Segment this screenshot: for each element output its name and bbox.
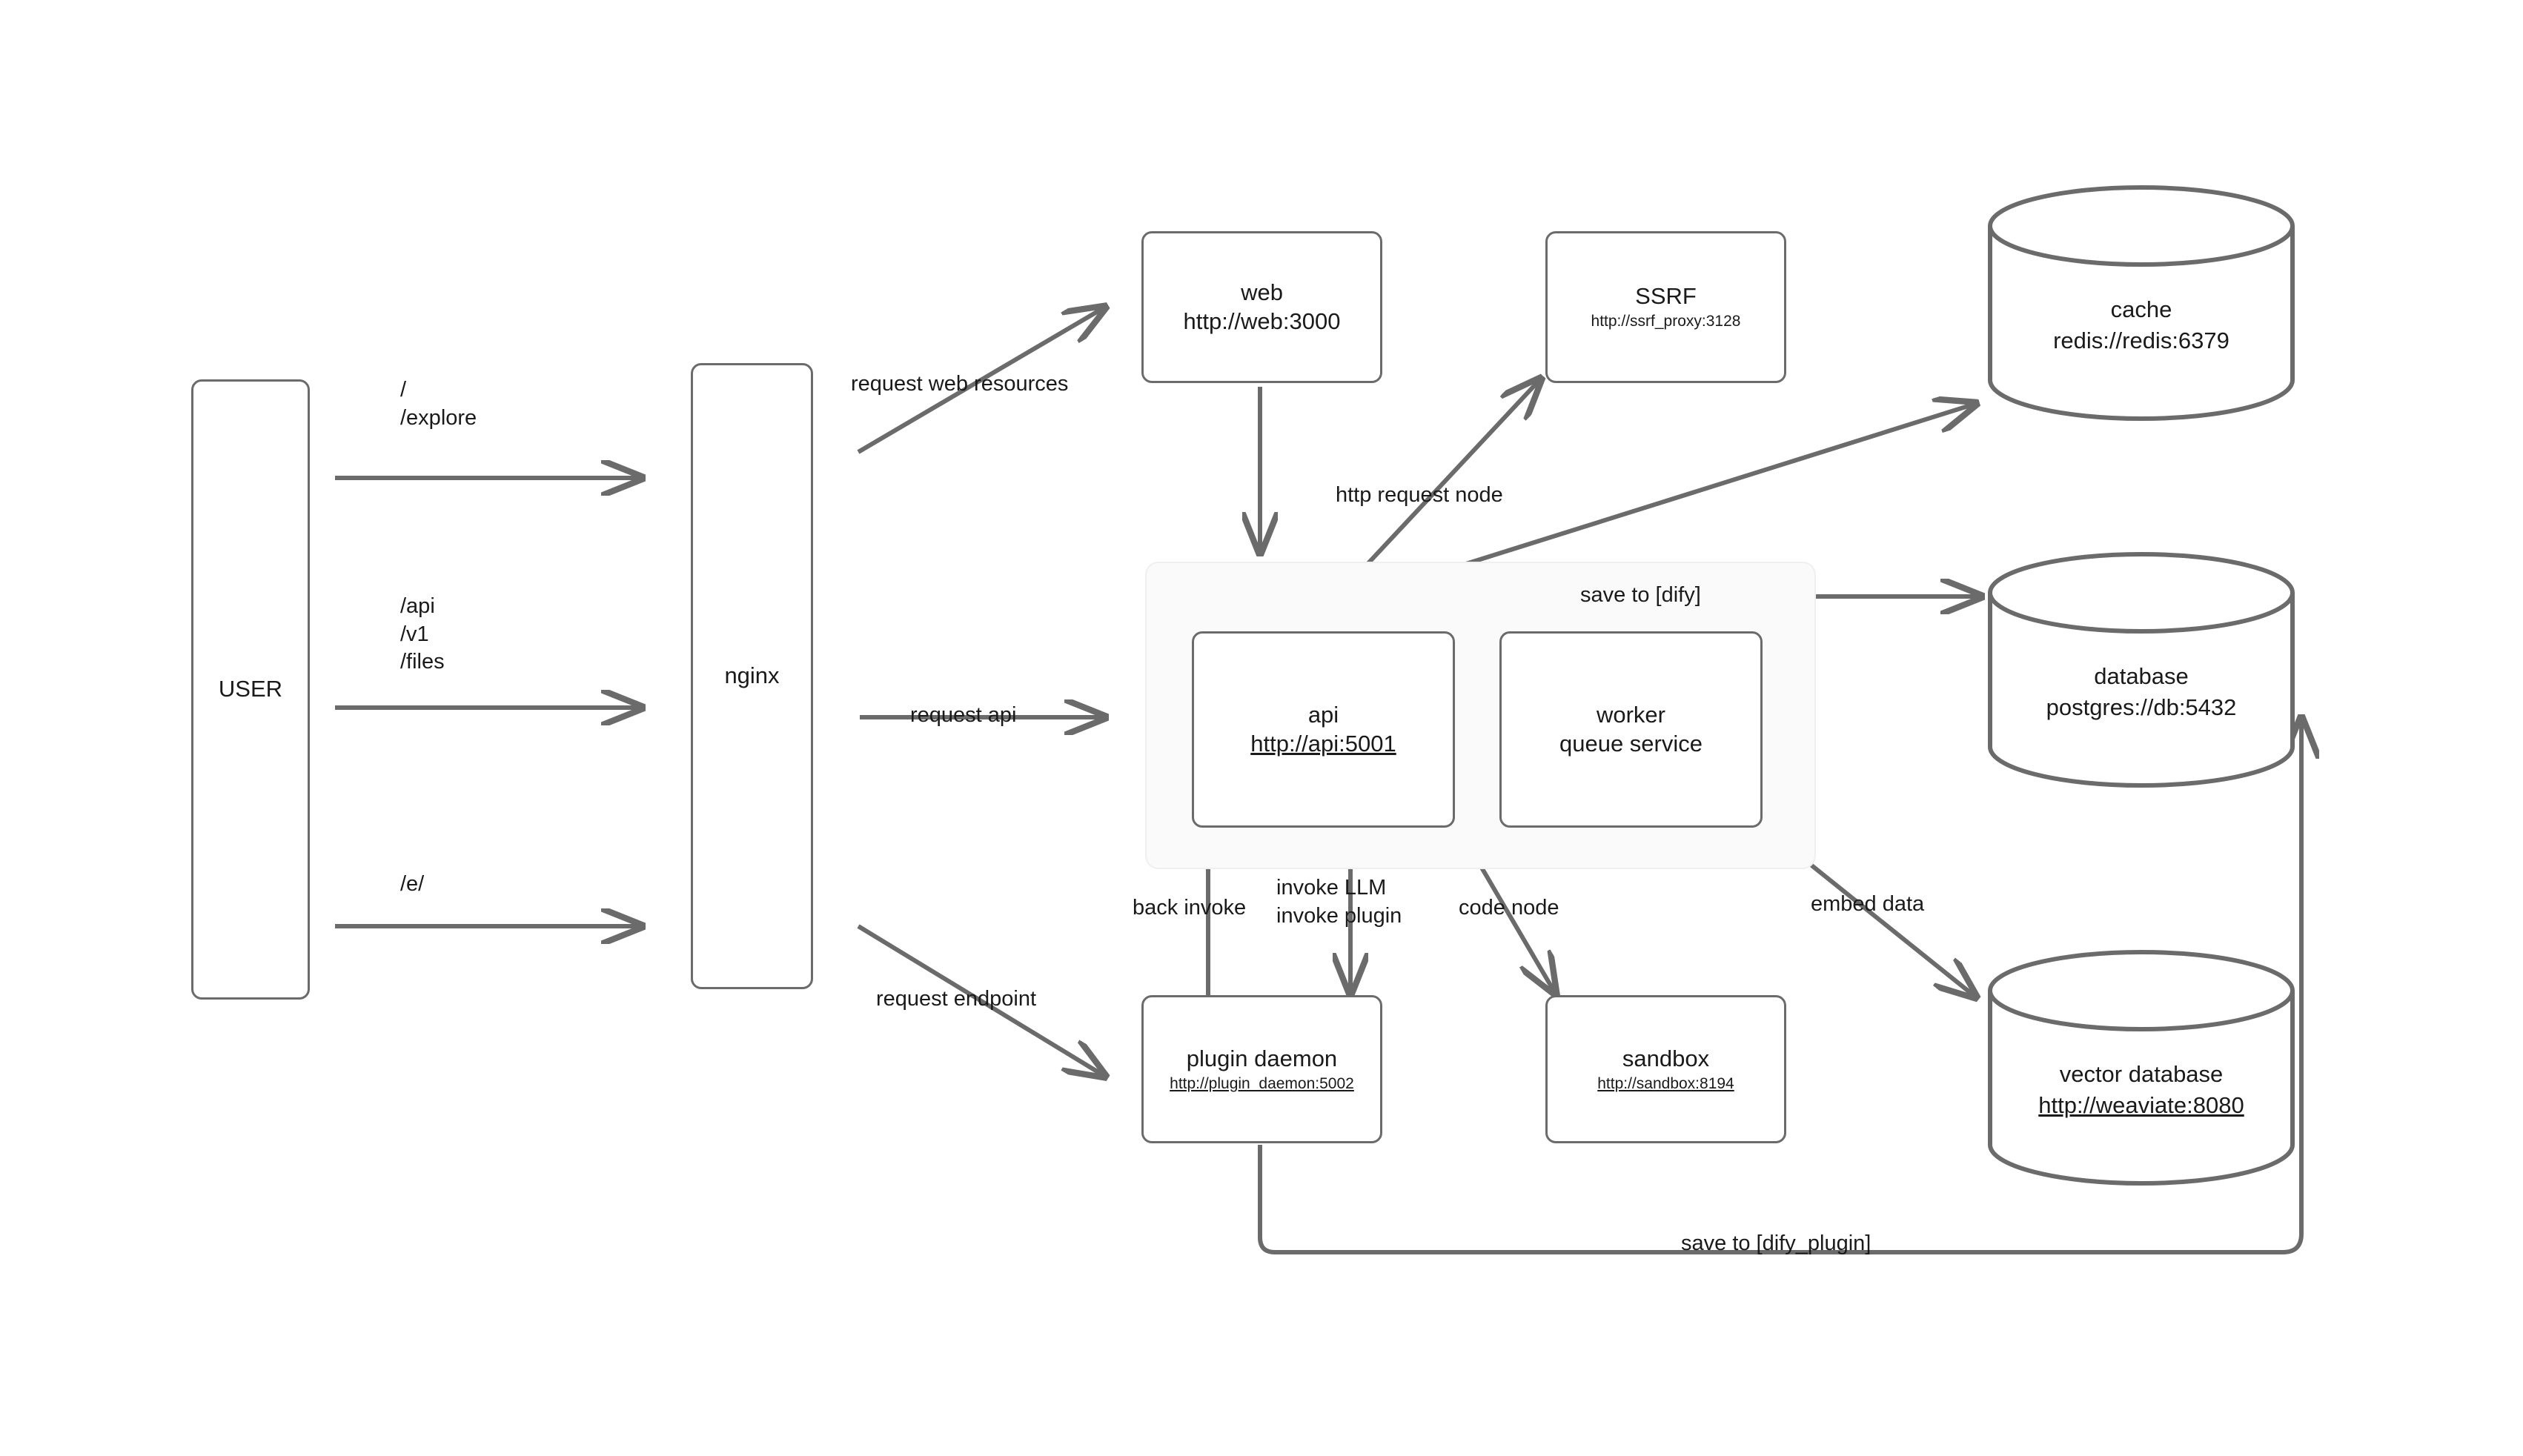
node-ssrf[interactable]: [1545, 231, 1786, 383]
edge-label-request-endpoint: request endpoint: [876, 987, 1037, 1011]
node-user[interactable]: [191, 379, 310, 1000]
edge-label-user-paths-3: /e/: [400, 872, 425, 896]
node-plugin-daemon-url: http://plugin_daemon:5002: [1170, 1074, 1354, 1092]
node-cache-url: redis://redis:6379: [2053, 328, 2229, 353]
edge-label-embed-data: embed data: [1811, 892, 1925, 916]
node-vector-database-title: vector database: [2059, 1061, 2224, 1087]
node-database-url: postgres://db:5432: [2046, 694, 2237, 720]
edge-label-back-invoke: back invoke: [1133, 896, 1247, 920]
edge-label-code-node: code node: [1459, 896, 1559, 920]
node-database-title: database: [2094, 663, 2189, 689]
node-web[interactable]: [1141, 231, 1382, 383]
edge-label-invoke-llm-plugin: invoke LLM invoke plugin: [1276, 876, 1402, 928]
node-nginx-label: nginx: [724, 662, 780, 689]
node-database[interactable]: [1986, 552, 2296, 788]
node-worker-title: worker: [1596, 701, 1665, 728]
edge-label-request-web-resources: request web resources: [851, 372, 1069, 396]
node-api[interactable]: [1192, 631, 1455, 828]
node-plugin-daemon-title: plugin daemon: [1186, 1045, 1338, 1071]
node-sandbox[interactable]: [1545, 995, 1786, 1143]
node-vector-database-url: http://weaviate:8080: [2038, 1092, 2244, 1118]
node-ssrf-url: http://ssrf_proxy:3128: [1591, 313, 1741, 330]
node-api-url: http://api:5001: [1250, 730, 1396, 757]
edge-label-save-to-dify-plugin: save to [dify_plugin]: [1681, 1231, 1871, 1255]
node-nginx[interactable]: [691, 363, 813, 989]
edge-label-http-request-node: http request node: [1336, 483, 1503, 507]
node-web-title: web: [1241, 279, 1283, 305]
node-ssrf-title: SSRF: [1635, 283, 1697, 310]
node-plugin-daemon[interactable]: [1141, 995, 1382, 1143]
node-sandbox-title: sandbox: [1622, 1045, 1710, 1071]
node-cache-title: cache: [2110, 296, 2172, 322]
node-vector-database[interactable]: [1986, 950, 2296, 1186]
node-user-label: USER: [218, 676, 283, 702]
node-worker[interactable]: [1499, 631, 1763, 828]
node-cache[interactable]: [1986, 185, 2296, 421]
edge-label-user-paths-2: /api /v1 /files: [400, 594, 445, 674]
node-sandbox-url: http://sandbox:8194: [1597, 1074, 1734, 1092]
node-web-url: http://web:3000: [1183, 308, 1341, 334]
edge-label-request-api: request api: [910, 703, 1017, 727]
edge-label-user-paths-1: / /explore: [400, 378, 477, 430]
node-worker-sub: queue service: [1559, 730, 1703, 757]
edge-label-save-to-dify: save to [dify]: [1580, 583, 1701, 607]
node-api-title: api: [1307, 701, 1339, 728]
